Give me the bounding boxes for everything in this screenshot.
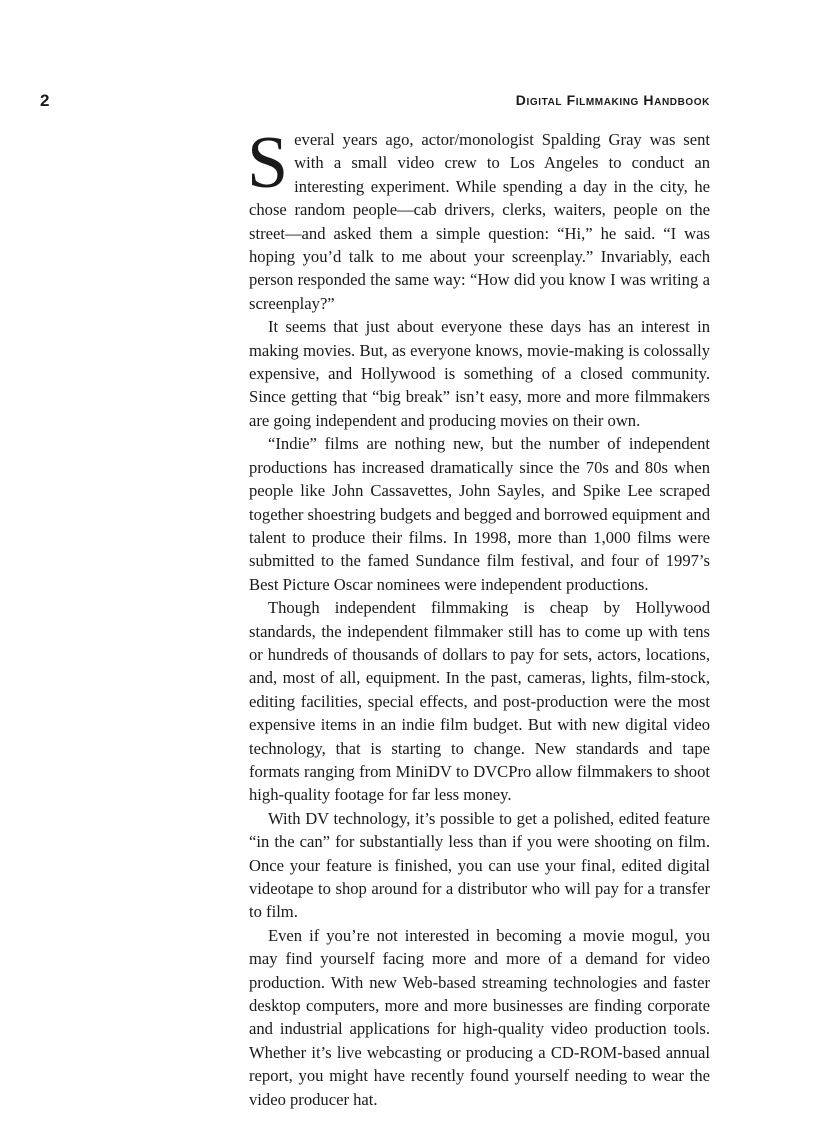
- paragraph-5: With DV technology, it’s possible to get a polished, edited feature “in the can” for substantially less than if you were shooting on film. Once your feature is finished, you can use your final, edited digital videotape to shop around for a distributor who will pay for a transfer to film.: [249, 808, 710, 922]
- paragraph-1: [247, 122, 710, 315]
- drop-cap: S: [247, 122, 289, 204]
- body-text: [247, 122, 710, 1111]
- paragraph-3: “Indie” films are nothing new, but the number of independent productions has increased dramatically since the 70s and 80s when people like John Cassavettes, John Sayles, and Spike Lee scraped together shoestring budgets and begged and borrowed equipment and talent to produce their films. In 1998, more than 1,000 films were submitted to the famed Sundance film festival, and four of 1997’s Best Picture Oscar nominees were independent productions.: [249, 434, 710, 594]
- paragraph-6: Even if you’re not interested in becoming a movie mogul, you may find yourself facing more and more of a demand for video production. With new Web-based streaming technologies and faster desktop computers, more and more businesses are finding corporate and industrial applications for high-quality video production tools. Whether it’s live webcasting or producing a CD-ROM-based annual report, you might have recently found yourself needing to wear the video producer hat.: [249, 925, 710, 1109]
- page-number: 2: [40, 91, 50, 110]
- paragraph-1-text: everal years ago, actor/monologist Spalding Gray was sent with a small video crew to Los Angeles to conduct an interesting experiment. While spending a day in the city, he chose random people—cab drivers, clerks, waiters, people on the street—and asked them a simple question: “Hi,” he said. “I was hoping you’d talk to me about your screenplay.” Invariably, each person responded the same way: “How did you know I was writing a screenplay?”: [249, 130, 710, 313]
- running-head: Digital Filmmaking Handbook: [515, 92, 710, 108]
- paragraph-4: Though independent filmmaking is cheap by Hollywood standards, the independent filmmaker still has to come up with tens or hundreds of thousands of dollars to pay for sets, actors, locations, and, most of all, equipment. In the past, cameras, lights, film-stock, editing facilities, special effects, and post-production were the most expensive items in an indie film budget. But with new digital video technology, that is starting to change. New standards and tape formats ranging from MiniDV to DVCPro allow filmmakers to shoot high-quality footage for far less money.: [249, 598, 710, 805]
- paragraph-2: It seems that just about everyone these days has an interest in making movies. But, as everyone knows, movie-making is colossally expensive, and Hollywood is something of a closed community. Since getting that “big break” isn’t easy, more and more filmmakers are going independent and producing movies on their own.: [249, 317, 710, 430]
